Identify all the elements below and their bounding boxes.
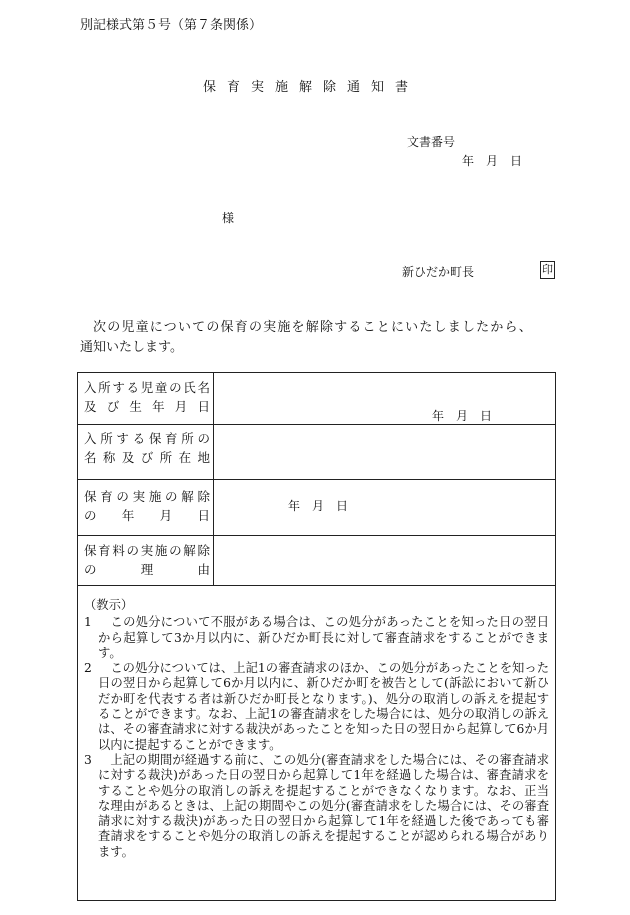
item-text: この処分について不服がある場合は、この処分があったことを知った日の翌日から起算して3か月以内に、新ひだか町長に対して審査請求をすることができます。 [98,615,549,660]
document-title: 保育実施解除通知書 [203,80,420,95]
release-date: 年 月 日 [288,499,349,513]
table-row-facility [78,424,555,480]
row-value [214,479,555,535]
issuer-name: 新ひだか町長 [402,265,475,279]
item-number: 2 [84,661,92,676]
row-label [78,373,214,424]
appeal-notice-item [84,661,549,753]
label-line: 入所する保育所の [84,431,210,446]
body-line-2: 通知いたします。 [80,340,183,355]
table-row-child [78,373,555,425]
table-row-release-date [78,479,555,536]
row-value [214,373,555,424]
issue-date: 年 月 日 [462,154,523,168]
addressee-honorific: 様 [222,211,235,225]
birth-date: 年 月 日 [432,409,493,423]
row-label [78,479,214,535]
appeal-notice [84,598,549,860]
table-row-reason [78,535,555,586]
label-line: 保育の実施の解除 [84,489,210,504]
item-text: 上記の期間が経過する前に、この処分(審査請求をした場合には、その審査請求に対する裁決)があった日の翌日から起算して1年を経過した場合は、審査請求をすることや処分の取消しの訴えを提起することができなくなります。なお、正当な理由があるときは、上記の期間やこの処分(審査請求をした場合には、その審査請求に対する裁決)があった日の翌日から起算して1年を経過した後であっても審査請求をすることや処分の取消しの訴えを提起することが認められる場合があります。 [98,752,549,859]
label-line: 保育料の実施の解除 [84,543,210,558]
item-text: この処分については、上記1の審査請求のほか、この処分があったことを知った日の翌日から起算して6か月以内に、新ひだか町を被告として(訴訟において新ひだか町を代表する者は新ひだか町長となります。)、処分の取消しの訴えを提起することができます。なお、上記1の審査請求をした場合には、処分の取消しの訴えは、その審査請求に対する裁決があったことを知った日の翌日から起算して6か月以内に提起することができます。 [98,661,549,752]
label-line: の 理 由 [84,562,210,577]
row-label [78,424,214,479]
item-number: 3 [84,752,92,767]
row-value [214,535,555,585]
row-label [78,535,214,585]
label-line: 入所する児童の氏名 [84,380,210,395]
document-number-label: 文書番号 [407,135,456,149]
seal-mark: 印 [540,261,555,279]
label-line: 名称及び所在地 [84,450,210,465]
label-line: 及び生年月日 [84,399,210,414]
info-table [77,372,556,901]
row-value [214,424,555,479]
form-id: 別記様式第５号（第７条関係） [80,18,263,33]
appeal-notice-item [84,753,549,860]
appeal-notice-item [84,615,549,661]
label-line: の 年 月 日 [84,508,210,523]
appeal-notice-title: （教示） [84,598,134,612]
body-line-1: 次の児童についての保育の実施を解除することにいたしましたから、 [93,320,533,335]
notice-body [80,318,558,358]
item-number: 1 [84,615,92,630]
